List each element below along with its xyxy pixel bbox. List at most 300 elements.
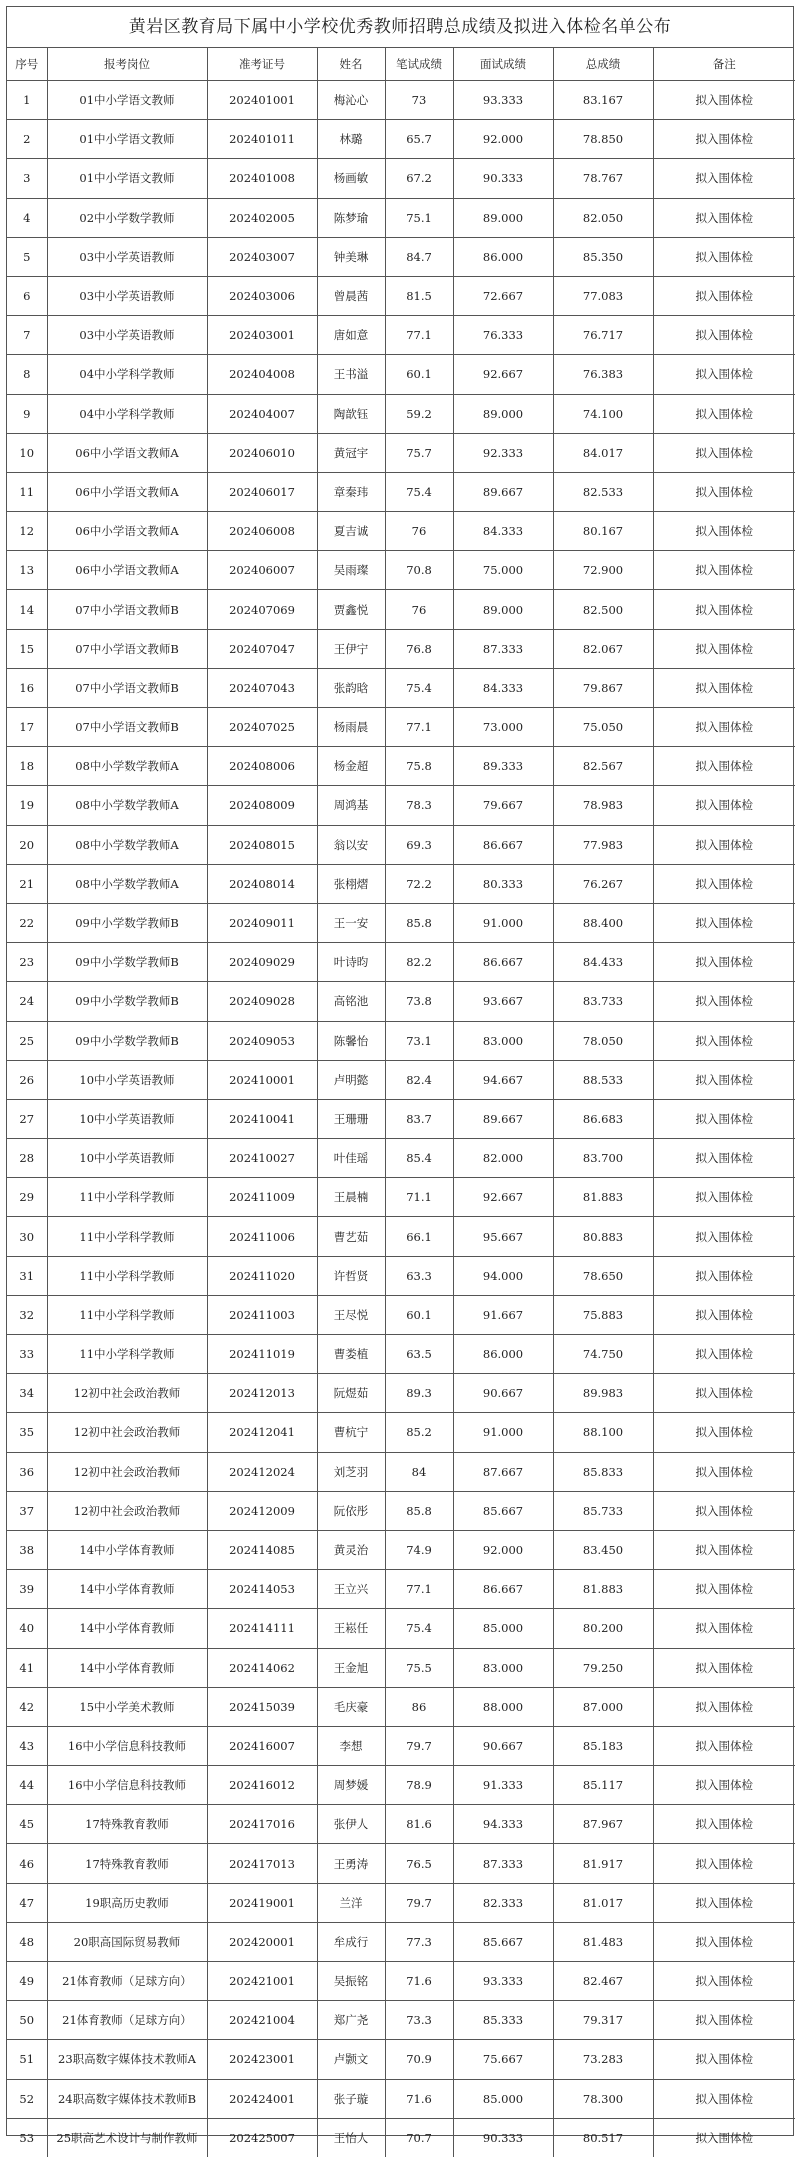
exam-id-cell: 202403007 <box>207 237 317 276</box>
table-row <box>7 1374 795 1413</box>
name-cell: 阮依彤 <box>317 1491 385 1530</box>
total-score-cell: 81.017 <box>553 1883 653 1922</box>
total-score-cell: 83.450 <box>553 1530 653 1569</box>
interview-score-cell: 86.667 <box>453 825 553 864</box>
written-score-cell: 75.4 <box>385 668 453 707</box>
interview-score-cell: 85.333 <box>453 2001 553 2040</box>
interview-score-cell: 91.667 <box>453 1295 553 1334</box>
remarks-cell: 拟入围体检 <box>653 1217 795 1256</box>
position-cell: 03中小学英语教师 <box>47 316 207 355</box>
table-row <box>7 708 795 747</box>
exam-id-cell: 202401011 <box>207 120 317 159</box>
name-cell: 王尽悦 <box>317 1295 385 1334</box>
table-row <box>7 355 795 394</box>
header-remarks: 备注 <box>653 48 795 81</box>
total-score-cell: 81.483 <box>553 1922 653 1961</box>
total-score-cell: 78.983 <box>553 786 653 825</box>
exam-id-cell: 202417016 <box>207 1805 317 1844</box>
name-cell: 周鸿基 <box>317 786 385 825</box>
remarks-cell: 拟入围体检 <box>653 81 795 120</box>
name-cell: 张韵晗 <box>317 668 385 707</box>
interview-score-cell: 94.333 <box>453 1805 553 1844</box>
interview-score-cell: 84.333 <box>453 668 553 707</box>
position-cell: 07中小学语文教师B <box>47 708 207 747</box>
position-cell: 16中小学信息科技教师 <box>47 1726 207 1765</box>
interview-score-cell: 85.000 <box>453 1609 553 1648</box>
position-cell: 14中小学体育教师 <box>47 1648 207 1687</box>
table-row <box>7 864 795 903</box>
index-cell: 36 <box>7 1452 47 1491</box>
header-name: 姓名 <box>317 48 385 81</box>
total-score-cell: 83.167 <box>553 81 653 120</box>
index-cell: 49 <box>7 1962 47 2001</box>
exam-id-cell: 202424001 <box>207 2079 317 2118</box>
remarks-cell: 拟入围体检 <box>653 786 795 825</box>
table-row <box>7 1648 795 1687</box>
total-score-cell: 76.383 <box>553 355 653 394</box>
total-score-cell: 74.750 <box>553 1335 653 1374</box>
exam-id-cell: 202425007 <box>207 2118 317 2157</box>
remarks-cell: 拟入围体检 <box>653 1609 795 1648</box>
remarks-cell: 拟入围体检 <box>653 276 795 315</box>
interview-score-cell: 89.000 <box>453 590 553 629</box>
name-cell: 章秦玮 <box>317 472 385 511</box>
total-score-cell: 78.850 <box>553 120 653 159</box>
exam-id-cell: 202415039 <box>207 1687 317 1726</box>
interview-score-cell: 89.667 <box>453 1099 553 1138</box>
table-row <box>7 943 795 982</box>
name-cell: 高铭池 <box>317 982 385 1021</box>
index-cell: 37 <box>7 1491 47 1530</box>
index-cell: 8 <box>7 355 47 394</box>
results-table <box>7 48 795 2157</box>
written-score-cell: 70.9 <box>385 2040 453 2079</box>
remarks-cell: 拟入围体检 <box>653 1726 795 1765</box>
exam-id-cell: 202409011 <box>207 903 317 942</box>
header-interview-score: 面试成绩 <box>453 48 553 81</box>
table-row <box>7 1805 795 1844</box>
name-cell: 梅沁心 <box>317 81 385 120</box>
written-score-cell: 71.6 <box>385 2079 453 2118</box>
position-cell: 11中小学科学教师 <box>47 1178 207 1217</box>
index-cell: 24 <box>7 982 47 1021</box>
interview-score-cell: 84.333 <box>453 512 553 551</box>
remarks-cell: 拟入围体检 <box>653 1099 795 1138</box>
exam-id-cell: 202407043 <box>207 668 317 707</box>
name-cell: 吴雨璨 <box>317 551 385 590</box>
exam-id-cell: 202401008 <box>207 159 317 198</box>
table-row <box>7 394 795 433</box>
name-cell: 张栩熠 <box>317 864 385 903</box>
name-cell: 杨画敏 <box>317 159 385 198</box>
index-cell: 33 <box>7 1335 47 1374</box>
written-score-cell: 73.1 <box>385 1021 453 1060</box>
table-row <box>7 1962 795 2001</box>
remarks-cell: 拟入围体检 <box>653 1530 795 1569</box>
table-row <box>7 1335 795 1374</box>
exam-id-cell: 202414111 <box>207 1609 317 1648</box>
index-cell: 53 <box>7 2118 47 2157</box>
total-score-cell: 81.883 <box>553 1570 653 1609</box>
exam-id-cell: 202410001 <box>207 1060 317 1099</box>
name-cell: 毛庆豪 <box>317 1687 385 1726</box>
exam-id-cell: 202403006 <box>207 276 317 315</box>
interview-score-cell: 88.000 <box>453 1687 553 1726</box>
table-row <box>7 1060 795 1099</box>
total-score-cell: 78.050 <box>553 1021 653 1060</box>
position-cell: 25职高艺术设计与制作教师 <box>47 2118 207 2157</box>
exam-id-cell: 202408006 <box>207 747 317 786</box>
index-cell: 42 <box>7 1687 47 1726</box>
table-row <box>7 1726 795 1765</box>
written-score-cell: 76.5 <box>385 1844 453 1883</box>
position-cell: 01中小学语文教师 <box>47 159 207 198</box>
remarks-cell: 拟入围体检 <box>653 394 795 433</box>
written-score-cell: 72.2 <box>385 864 453 903</box>
header-exam-id: 准考证号 <box>207 48 317 81</box>
written-score-cell: 84 <box>385 1452 453 1491</box>
interview-score-cell: 90.667 <box>453 1374 553 1413</box>
interview-score-cell: 79.667 <box>453 786 553 825</box>
interview-score-cell: 89.000 <box>453 198 553 237</box>
written-score-cell: 67.2 <box>385 159 453 198</box>
remarks-cell: 拟入围体检 <box>653 1335 795 1374</box>
interview-score-cell: 91.000 <box>453 1413 553 1452</box>
table-row <box>7 1766 795 1805</box>
table-row <box>7 1217 795 1256</box>
remarks-cell: 拟入围体检 <box>653 1256 795 1295</box>
written-score-cell: 65.7 <box>385 120 453 159</box>
interview-score-cell: 92.333 <box>453 433 553 472</box>
interview-score-cell: 85.667 <box>453 1922 553 1961</box>
table-row <box>7 747 795 786</box>
remarks-cell: 拟入围体检 <box>653 198 795 237</box>
exam-id-cell: 202421001 <box>207 1962 317 2001</box>
exam-id-cell: 202408014 <box>207 864 317 903</box>
interview-score-cell: 87.667 <box>453 1452 553 1491</box>
written-score-cell: 63.3 <box>385 1256 453 1295</box>
total-score-cell: 82.467 <box>553 1962 653 2001</box>
table-row <box>7 237 795 276</box>
total-score-cell: 80.167 <box>553 512 653 551</box>
written-score-cell: 60.1 <box>385 355 453 394</box>
remarks-cell: 拟入围体检 <box>653 747 795 786</box>
interview-score-cell: 92.000 <box>453 120 553 159</box>
exam-id-cell: 202411006 <box>207 1217 317 1256</box>
interview-score-cell: 90.667 <box>453 1726 553 1765</box>
name-cell: 贾鑫悦 <box>317 590 385 629</box>
remarks-cell: 拟入围体检 <box>653 355 795 394</box>
position-cell: 03中小学英语教师 <box>47 237 207 276</box>
position-cell: 08中小学数学教师A <box>47 747 207 786</box>
remarks-cell: 拟入围体检 <box>653 472 795 511</box>
exam-id-cell: 202402005 <box>207 198 317 237</box>
name-cell: 夏吉诚 <box>317 512 385 551</box>
exam-id-cell: 202419001 <box>207 1883 317 1922</box>
name-cell: 王伊宁 <box>317 629 385 668</box>
remarks-cell: 拟入围体检 <box>653 1295 795 1334</box>
written-score-cell: 76 <box>385 512 453 551</box>
position-cell: 21体育教师（足球方向） <box>47 1962 207 2001</box>
position-cell: 12初中社会政治教师 <box>47 1374 207 1413</box>
table-row <box>7 629 795 668</box>
table-row <box>7 1256 795 1295</box>
index-cell: 4 <box>7 198 47 237</box>
index-cell: 13 <box>7 551 47 590</box>
exam-id-cell: 202412009 <box>207 1491 317 1530</box>
exam-id-cell: 202410027 <box>207 1139 317 1178</box>
remarks-cell: 拟入围体检 <box>653 433 795 472</box>
exam-id-cell: 202406007 <box>207 551 317 590</box>
table-row <box>7 1452 795 1491</box>
exam-id-cell: 202407069 <box>207 590 317 629</box>
position-cell: 14中小学体育教师 <box>47 1570 207 1609</box>
index-cell: 27 <box>7 1099 47 1138</box>
exam-id-cell: 202421004 <box>207 2001 317 2040</box>
written-score-cell: 76.8 <box>385 629 453 668</box>
written-score-cell: 79.7 <box>385 1726 453 1765</box>
index-cell: 18 <box>7 747 47 786</box>
total-score-cell: 88.100 <box>553 1413 653 1452</box>
interview-score-cell: 91.000 <box>453 903 553 942</box>
remarks-cell: 拟入围体检 <box>653 551 795 590</box>
name-cell: 王勇涛 <box>317 1844 385 1883</box>
interview-score-cell: 92.667 <box>453 355 553 394</box>
table-row <box>7 982 795 1021</box>
written-score-cell: 78.9 <box>385 1766 453 1805</box>
remarks-cell: 拟入围体检 <box>653 708 795 747</box>
index-cell: 10 <box>7 433 47 472</box>
name-cell: 王一安 <box>317 903 385 942</box>
index-cell: 26 <box>7 1060 47 1099</box>
index-cell: 39 <box>7 1570 47 1609</box>
interview-score-cell: 92.000 <box>453 1530 553 1569</box>
name-cell: 曹杭宁 <box>317 1413 385 1452</box>
name-cell: 张伊人 <box>317 1805 385 1844</box>
written-score-cell: 70.8 <box>385 551 453 590</box>
exam-id-cell: 202409029 <box>207 943 317 982</box>
total-score-cell: 79.317 <box>553 2001 653 2040</box>
interview-score-cell: 89.333 <box>453 747 553 786</box>
name-cell: 牟成行 <box>317 1922 385 1961</box>
interview-score-cell: 75.667 <box>453 2040 553 2079</box>
name-cell: 王崧任 <box>317 1609 385 1648</box>
written-score-cell: 81.6 <box>385 1805 453 1844</box>
exam-id-cell: 202416007 <box>207 1726 317 1765</box>
index-cell: 45 <box>7 1805 47 1844</box>
total-score-cell: 72.900 <box>553 551 653 590</box>
table-row <box>7 159 795 198</box>
total-score-cell: 85.733 <box>553 1491 653 1530</box>
remarks-cell: 拟入围体检 <box>653 1021 795 1060</box>
position-cell: 09中小学数学教师B <box>47 903 207 942</box>
position-cell: 11中小学科学教师 <box>47 1295 207 1334</box>
total-score-cell: 85.350 <box>553 237 653 276</box>
table-row <box>7 2040 795 2079</box>
name-cell: 张子璇 <box>317 2079 385 2118</box>
exam-id-cell: 202406008 <box>207 512 317 551</box>
written-score-cell: 79.7 <box>385 1883 453 1922</box>
total-score-cell: 76.267 <box>553 864 653 903</box>
table-row <box>7 1491 795 1530</box>
written-score-cell: 82.2 <box>385 943 453 982</box>
index-cell: 41 <box>7 1648 47 1687</box>
remarks-cell: 拟入围体检 <box>653 237 795 276</box>
remarks-cell: 拟入围体检 <box>653 1570 795 1609</box>
index-cell: 2 <box>7 120 47 159</box>
exam-id-cell: 202411009 <box>207 1178 317 1217</box>
remarks-cell: 拟入围体检 <box>653 1766 795 1805</box>
total-score-cell: 86.683 <box>553 1099 653 1138</box>
name-cell: 王晨楠 <box>317 1178 385 1217</box>
interview-score-cell: 83.000 <box>453 1648 553 1687</box>
total-score-cell: 80.200 <box>553 1609 653 1648</box>
remarks-cell: 拟入围体检 <box>653 2001 795 2040</box>
position-cell: 07中小学语文教师B <box>47 668 207 707</box>
position-cell: 10中小学英语教师 <box>47 1139 207 1178</box>
position-cell: 08中小学数学教师A <box>47 864 207 903</box>
name-cell: 黄冠宇 <box>317 433 385 472</box>
total-score-cell: 78.650 <box>553 1256 653 1295</box>
remarks-cell: 拟入围体检 <box>653 1139 795 1178</box>
remarks-cell: 拟入围体检 <box>653 1962 795 2001</box>
table-row <box>7 120 795 159</box>
written-score-cell: 84.7 <box>385 237 453 276</box>
written-score-cell: 83.7 <box>385 1099 453 1138</box>
written-score-cell: 85.8 <box>385 1491 453 1530</box>
remarks-cell: 拟入围体检 <box>653 903 795 942</box>
index-cell: 15 <box>7 629 47 668</box>
exam-id-cell: 202407047 <box>207 629 317 668</box>
remarks-cell: 拟入围体检 <box>653 668 795 707</box>
written-score-cell: 78.3 <box>385 786 453 825</box>
total-score-cell: 85.117 <box>553 1766 653 1805</box>
position-cell: 03中小学英语教师 <box>47 276 207 315</box>
position-cell: 21体育教师（足球方向） <box>47 2001 207 2040</box>
table-row <box>7 198 795 237</box>
interview-score-cell: 85.000 <box>453 2079 553 2118</box>
position-cell: 06中小学语文教师A <box>47 472 207 511</box>
written-score-cell: 75.8 <box>385 747 453 786</box>
table-row <box>7 590 795 629</box>
table-row <box>7 1139 795 1178</box>
total-score-cell: 82.067 <box>553 629 653 668</box>
exam-id-cell: 202411020 <box>207 1256 317 1295</box>
remarks-cell: 拟入围体检 <box>653 1687 795 1726</box>
exam-id-cell: 202409028 <box>207 982 317 1021</box>
index-cell: 40 <box>7 1609 47 1648</box>
name-cell: 黄灵治 <box>317 1530 385 1569</box>
interview-score-cell: 72.667 <box>453 276 553 315</box>
total-score-cell: 80.517 <box>553 2118 653 2157</box>
name-cell: 卢颢文 <box>317 2040 385 2079</box>
index-cell: 30 <box>7 1217 47 1256</box>
table-row <box>7 2079 795 2118</box>
name-cell: 阮煜茹 <box>317 1374 385 1413</box>
index-cell: 48 <box>7 1922 47 1961</box>
total-score-cell: 81.917 <box>553 1844 653 1883</box>
name-cell: 王怡人 <box>317 2118 385 2157</box>
table-row <box>7 903 795 942</box>
remarks-cell: 拟入围体检 <box>653 1844 795 1883</box>
total-score-cell: 83.700 <box>553 1139 653 1178</box>
position-cell: 06中小学语文教师A <box>47 512 207 551</box>
position-cell: 15中小学美术教师 <box>47 1687 207 1726</box>
index-cell: 46 <box>7 1844 47 1883</box>
table-row <box>7 1099 795 1138</box>
table-row <box>7 1021 795 1060</box>
written-score-cell: 74.9 <box>385 1530 453 1569</box>
exam-id-cell: 202406017 <box>207 472 317 511</box>
name-cell: 刘芝羽 <box>317 1452 385 1491</box>
written-score-cell: 69.3 <box>385 825 453 864</box>
interview-score-cell: 86.667 <box>453 943 553 982</box>
position-cell: 12初中社会政治教师 <box>47 1452 207 1491</box>
written-score-cell: 73.8 <box>385 982 453 1021</box>
exam-id-cell: 202414085 <box>207 1530 317 1569</box>
total-score-cell: 81.883 <box>553 1178 653 1217</box>
name-cell: 卢明懿 <box>317 1060 385 1099</box>
name-cell: 曾晨茜 <box>317 276 385 315</box>
written-score-cell: 75.4 <box>385 472 453 511</box>
table-row <box>7 1570 795 1609</box>
remarks-cell: 拟入围体检 <box>653 316 795 355</box>
position-cell: 06中小学语文教师A <box>47 551 207 590</box>
total-score-cell: 76.717 <box>553 316 653 355</box>
exam-id-cell: 202423001 <box>207 2040 317 2079</box>
written-score-cell: 75.1 <box>385 198 453 237</box>
position-cell: 06中小学语文教师A <box>47 433 207 472</box>
written-score-cell: 77.1 <box>385 316 453 355</box>
remarks-cell: 拟入围体检 <box>653 512 795 551</box>
table-row <box>7 1413 795 1452</box>
position-cell: 01中小学语文教师 <box>47 81 207 120</box>
written-score-cell: 77.1 <box>385 1570 453 1609</box>
remarks-cell: 拟入围体检 <box>653 943 795 982</box>
name-cell: 曹艺茹 <box>317 1217 385 1256</box>
interview-score-cell: 93.333 <box>453 1962 553 2001</box>
table-row <box>7 472 795 511</box>
remarks-cell: 拟入围体检 <box>653 1178 795 1217</box>
written-score-cell: 70.7 <box>385 2118 453 2157</box>
index-cell: 29 <box>7 1178 47 1217</box>
table-row <box>7 1609 795 1648</box>
name-cell: 陈馨怡 <box>317 1021 385 1060</box>
remarks-cell: 拟入围体检 <box>653 864 795 903</box>
index-cell: 20 <box>7 825 47 864</box>
index-cell: 7 <box>7 316 47 355</box>
table-row <box>7 786 795 825</box>
table-row <box>7 512 795 551</box>
position-cell: 23职高数字媒体技术教师A <box>47 2040 207 2079</box>
name-cell: 钟美琳 <box>317 237 385 276</box>
index-cell: 14 <box>7 590 47 629</box>
position-cell: 04中小学科学教师 <box>47 355 207 394</box>
position-cell: 14中小学体育教师 <box>47 1609 207 1648</box>
index-cell: 31 <box>7 1256 47 1295</box>
total-score-cell: 82.533 <box>553 472 653 511</box>
position-cell: 19职高历史教师 <box>47 1883 207 1922</box>
position-cell: 17特殊教育教师 <box>47 1844 207 1883</box>
name-cell: 唐如意 <box>317 316 385 355</box>
remarks-cell: 拟入围体检 <box>653 590 795 629</box>
name-cell: 叶诗昀 <box>317 943 385 982</box>
interview-score-cell: 91.333 <box>453 1766 553 1805</box>
table-header-row <box>7 48 795 81</box>
written-score-cell: 85.2 <box>385 1413 453 1452</box>
total-score-cell: 83.733 <box>553 982 653 1021</box>
position-cell: 11中小学科学教师 <box>47 1256 207 1295</box>
